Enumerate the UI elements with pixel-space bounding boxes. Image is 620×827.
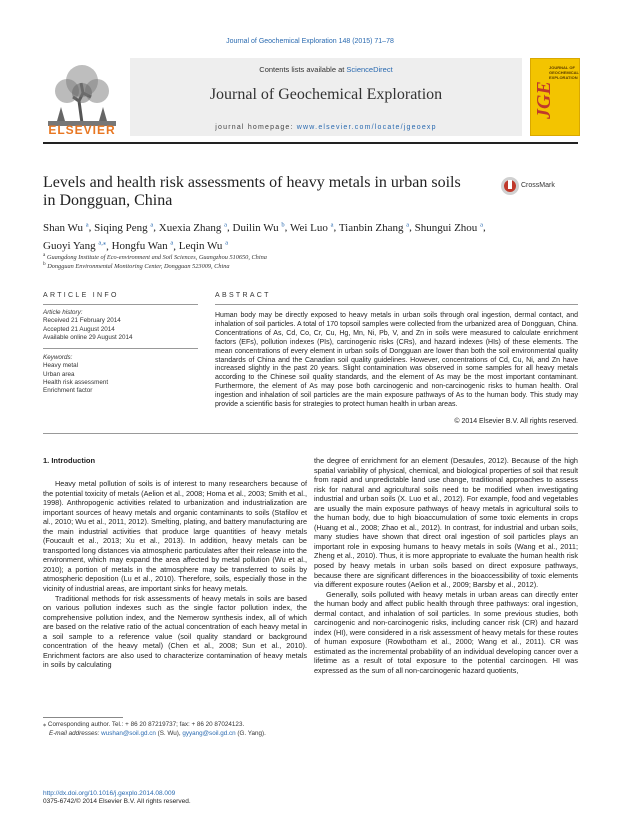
divider <box>43 304 198 305</box>
abstract-text: Human body may be directly exposed to heavy metals in urban soils through oral ingestion, dermal contact, and inhalation of soil particles. A total of 170 topsoil samples were collected from the urbanized area of Dongguan, China. Concentrations of As, Cd, Co, Cr, Cu, Hg, Mn, Ni, Pb, V, and Zn in soils were measured to calculate enrichment factors (EFs), pollution indexes (PIs), carcinogenic risks (CRs), and hazard indexes (HIs) of these elements. The mean concentrations of every element in urban soils of Dongguan are lower than both the soil environmental quality standards of China and the Canadian soil quality guidelines. However, concentrations of Cd, Cu, Ni, and Zn have increased slightly in the past 20 years. Slight contamination was observed in some samples for all heavy metals according to the Chinese soil quality standards, and the element of As may be the most important contaminant. Furthermore, the element of As may pose both carcinogenic and non-carcinogenic risks to human health. Oral ingestion and inhalation of soil particles are the main exposure pathways of As to the human body. This study may provide a scientific basis for strategies to protect human health in urban areas. <box>215 312 578 409</box>
paragraph: Traditional methods for risk assessments of heavy metals in soils are based on various pollution indexes such as the single factor pollution index, the comprehensive pollution index, and the Nemerow synthesis index, all of which are based on the relative ratio of the actual concentration of each heavy metal in a soil sample to a reference value (soil quality standard or background concentration of the heavy metal) (Chen et al., 2008; Sun et al., 2010). Enrichment factors are also used to characterize contamination of heavy metals in soils by calculating <box>43 593 307 670</box>
elsevier-wordmark: ELSEVIER <box>48 123 116 137</box>
divider <box>43 348 198 349</box>
homepage-link[interactable]: www.elsevier.com/locate/jgeoexp <box>296 124 437 131</box>
cover-initials: JGE <box>533 81 555 119</box>
journal-reference[interactable]: Journal of Geochemical Exploration 148 (2015) 71–78 <box>226 38 394 45</box>
history-received: Received 21 February 2014 <box>43 317 121 325</box>
keyword: Urban area <box>43 370 75 378</box>
author[interactable]: Guoyi Yang $^{a,⁎}$ <box>43 239 107 253</box>
paragraph: the degree of enrichment for an element (Desaules, 2012). Because of the high spatial variability of physical, chemical, and biological properties of soil that result from rapid and unpredictable land use change, traditional approaches to assess risk for natural and agricultural soils need to be modified when investigating industrial and urban soils (X. Luo et al., 2012). For example, food and vegetables are usually the main exposure pathways of heavy metals in agricultural soils to the human body, due to high bioaccumulation of some toxic elements in crops (Huang et al., 2008; Zhao et al., 2012). In contrast, for industrial and urban soils, many studies have shown that direct oral ingestion of soil particles plays an important role in exposing humans to heavy metals in soils (Wang et al., 2011; Zheng et al., 2010). Thus, it is more appropriate to evaluate the human health risk posed by heavy metals in urban soils based on direct exposure pathways, because there are significant differences in the bioaccessibility of toxic elements via different exposure routes (Aelion et al., 2009; Barsby et al., 2012). <box>314 456 578 590</box>
doi-block <box>43 790 191 806</box>
email-note: E-mail addresses: wushan@soil.gd.cn (S. Wu), gyyang@soil.gd.cn (G. Yang). <box>49 730 266 737</box>
author[interactable]: Shan Wu $^a$ <box>43 221 89 234</box>
journal-homepage <box>130 124 522 131</box>
history-accepted: Accepted 21 August 2014 <box>43 325 115 333</box>
keyword: Health risk assessment <box>43 378 109 386</box>
issn-line: 0375-6742/© 2014 Elsevier B.V. All rights reserved. <box>43 798 191 805</box>
affiliation: $^a$ Guangdong Institute of Eco-environment and Soil Sciences, Guangzhou 510650, China <box>43 252 267 262</box>
divider <box>43 433 578 434</box>
divider <box>215 304 578 305</box>
article-info-heading: ARTICLE INFO <box>43 292 119 299</box>
journal-cover-thumbnail[interactable] <box>530 58 580 136</box>
cover-title: JOURNAL OF GEOCHEMICAL EXPLORATION <box>549 65 579 80</box>
author[interactable]: Siqing Peng $^a$ <box>94 221 154 234</box>
author[interactable]: Hongfu Wan $^a$ <box>111 239 174 253</box>
author-list: Shan Wu $^a$, Siqing Peng $^a$, Xuexia Zhang $^a$, Duilin Wu $^b$, Wei Luo $^a$, Tianbin Zhang $^a$, Shungui Zhou $^a$, Guoyi Yang $^{a,⁎}$, Hongfu Wan $^a$, Leqin Wu $^a$ <box>43 221 486 253</box>
homepage-prefix: journal homepage: <box>215 124 297 131</box>
abstract-heading: ABSTRACT <box>215 292 271 299</box>
doi-link[interactable]: http://dx.doi.org/10.1016/j.gexplo.2014.08.009 <box>43 790 176 797</box>
author[interactable]: Wei Luo $^a$ <box>289 221 334 234</box>
paragraph: Generally, soils polluted with heavy metals in urban areas can directly enter the human body and affect public health through three pathways: oral ingestion, dermal contact, and inhalation of soil particles. In some previous studies, both carcinogenic and non-carcinogenic risks, including cancer risk (CR) and hazard index (HI), were considered in a risk assessment of heavy metals for these routes of human exposure (Rowbotham et al., 2000; Wang et al., 2011). CR was estimated as the incremental probability of an individual developing cancer over a lifetime as a result of total exposure to the potential carcinogen. HI was expressed as the sum of all non-carcinogenic hazard quotients, <box>314 589 578 676</box>
author[interactable]: Shungui Zhou $^a$ <box>414 221 483 234</box>
contents-prefix: Contents lists available at <box>259 65 347 74</box>
crossmark-label[interactable]: CrossMark <box>521 182 555 189</box>
author[interactable]: Xuexia Zhang $^a$ <box>158 221 228 234</box>
body-column-right <box>314 456 578 676</box>
crossmark-icon[interactable] <box>500 176 520 196</box>
author[interactable]: Duilin Wu $^b$ <box>232 221 285 234</box>
body-column-left <box>43 479 307 670</box>
paragraph: Heavy metal pollution of soils is of interest to many researchers because of the potential toxicity of metals (Aelion et al., 2008; Homa et al., 2003; Smith et al., 1998). Anthropogenic activities related to urbanization and industrialization are important sources of heavy metals and organic contaminants to soils (Stafilov et al., 2010; Wu et al., 2011, 2012). Smelting, plating, and battery manufacturing are the main industrial activities that produce large quantities of heavy metals (Foucault et al., 2013; Xu et al., 2013). In addition, heavy metals can be transported long distances via atmospheric particulates after their release into the environment, which may expand the area affected by metal pollution (Wu et al., 2010); a portion of metals in the atmosphere may be transferred to soils by atmospheric deposition (Lu et al., 2010). Therefore, soils, especially those in the vicinity of industrial areas, are important sinks for heavy metals. <box>43 479 307 594</box>
section-heading: 1. Introduction <box>43 456 96 465</box>
sciencedirect-link[interactable]: ScienceDirect <box>346 65 393 74</box>
journal-title: Journal of Geochemical Exploration <box>209 86 443 103</box>
keywords: Keywords: Heavy metal Urban area Health risk assessment Enrichment factor <box>43 354 193 395</box>
affiliation: $^b$ Dongguan Environmental Monitoring Center, Dongguan 523009, China <box>43 261 230 271</box>
email-link[interactable]: gyyang@soil.gd.cn <box>182 730 236 737</box>
article-history: Article history: Received 21 February 2014 Accepted 21 August 2014 Available online 29 August 2014 <box>43 309 193 342</box>
email-link[interactable]: wushan@soil.gd.cn <box>101 730 156 737</box>
author[interactable]: Leqin Wu $^a$ <box>178 239 229 253</box>
abstract-copyright: © 2014 Elsevier B.V. All rights reserved. <box>454 418 578 425</box>
keyword: Heavy metal <box>43 362 78 370</box>
author[interactable]: Tianbin Zhang $^a$ <box>338 221 410 234</box>
contents-line <box>130 65 522 74</box>
header-rule <box>43 142 578 144</box>
article-title: Levels and health risk assessments of heavy metals in urban soils in Dongguan, China <box>43 174 461 209</box>
keyword: Enrichment factor <box>43 387 93 395</box>
history-online: Available online 29 August 2014 <box>43 333 133 341</box>
corresponding-author-note: ⁎ Corresponding author. Tel.: + 86 20 87219737; fax: + 86 20 87024123. <box>43 721 245 728</box>
footnote-rule <box>43 717 123 718</box>
